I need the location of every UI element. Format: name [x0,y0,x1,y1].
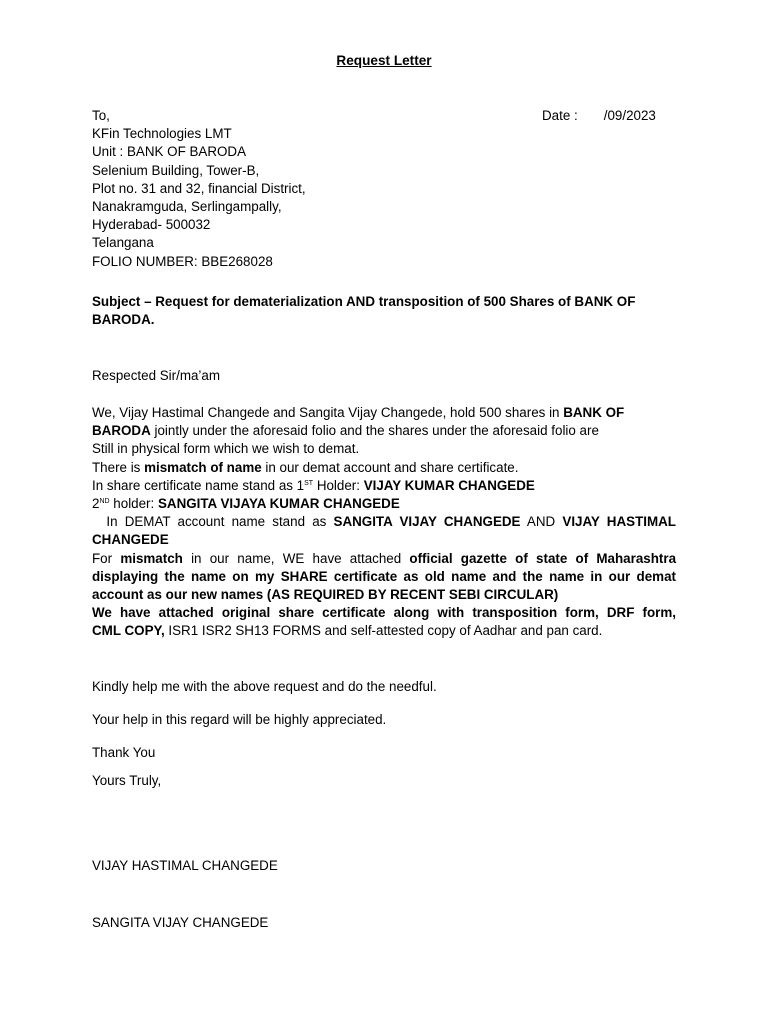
gazette-line1 [92,550,676,568]
mismatch-text: There is [92,459,145,475]
holder2-name: SANGITA VIJAYA KUMAR CHANGEDE [157,496,400,512]
recipient-address [92,107,532,271]
para1-text-2: jointly under the aforesaid folio and the shares under the aforesaid folio are [150,423,599,439]
gazette-bold: official gazette of state of Maharashtra [409,550,677,566]
gazette-line3 [92,586,676,604]
appreciated-line: Your help in this regard will be highly appreciated. [92,712,387,727]
holder2-text-2: holder: [109,496,158,512]
para1-line3: Still in physical form which we wish to demat. [92,441,360,457]
gazette-bold-3: account as our new names (AS REQUIRED BY RECENT SEBI CIRCULAR) [92,587,559,603]
letter-subject: Subject – Request for dematerialization AND transposition of 500 Shares of BANK OF BARODA. [92,294,636,328]
demat-text: In DEMAT account name stand as [106,514,334,530]
gazette-text: For [92,550,121,566]
gazette-line2 [92,568,676,586]
yours-truly-line: Yours Truly, [92,773,162,788]
holder2-sup: ND [99,498,110,506]
gazette-text-2: in our name, WE have attached [182,550,410,566]
date-block [542,107,656,125]
bank-name-bold-2: BARODA [92,423,151,439]
kindly-line: Kindly help me with the above request and do the needful. [92,679,437,694]
gazette-bold-2: displaying the name on my SHARE certificate as old name and the name in our demat [92,568,676,584]
holder1-text-2: Holder: [313,477,364,493]
address-line-to: To, [92,108,110,123]
demat-line [92,513,676,531]
address-line-folio: FOLIO NUMBER: BBE268028 [92,253,273,269]
signatory-1: VIJAY HASTIMAL CHANGEDE [92,858,278,873]
holder1-sup: ST [304,479,314,487]
para1-line2 [92,422,676,440]
address-line-unit: Unit : BANK OF BARODA [92,144,247,160]
holder2-line [92,495,676,513]
gazette-mismatch: mismatch [120,550,183,566]
mismatch-bold: mismatch of name [144,459,262,475]
holder1-text: In share certificate name stand as 1 [92,477,305,493]
letter-body [92,404,676,641]
para1-text: We, Vijay Hastimal Changede and Sangita Vijay Changede, hold 500 shares in [92,405,564,420]
date-label: Date : [542,108,578,123]
holder1-line [92,477,676,495]
demat-name-1: SANGITA VIJAY CHANGEDE [333,514,521,530]
address-line-company: KFin Technologies LMT [92,126,232,142]
signatory-2: SANGITA VIJAY CHANGEDE [92,915,269,930]
bank-name-bold: BANK OF [563,405,625,420]
address-line-state: Telangana [92,235,154,251]
demat-and: AND [520,514,563,530]
demat-name-2: VIJAY HASTIMAL [562,514,676,530]
letter-title: Request Letter [336,53,432,68]
holder1-name: VIJAY KUMAR CHANGEDE [363,477,535,493]
attached-line2 [92,622,676,640]
mismatch-text-2: in our demat account and share certificate. [261,459,519,475]
date-value: /09/2023 [603,108,656,123]
attached-bold-2: CML COPY, [92,623,165,639]
mismatch-line [92,459,676,477]
demat-line-2 [92,531,676,549]
salutation: Respected Sir/ma’am [92,368,221,383]
address-line-building: Selenium Building, Tower-B, [92,162,260,178]
para1-line1 [92,404,676,422]
demat-name-2-cont: CHANGEDE [92,532,169,548]
attached-bold: We have attached original share certificate along with transposition form, DRF form, [92,605,676,621]
address-line-area: Nanakramguda, Serlingampally, [92,199,282,215]
attached-line1 [92,604,676,622]
attached-text: ISR1 ISR2 SH13 FORMS and self-attested copy of Aadhar and pan card. [164,623,603,639]
address-line-plot: Plot no. 31 and 32, financial District, [92,180,306,196]
holder2-text: 2 [92,496,100,512]
thank-you-line: Thank You [92,745,156,760]
address-line-city: Hyderabad- 500032 [92,217,211,233]
